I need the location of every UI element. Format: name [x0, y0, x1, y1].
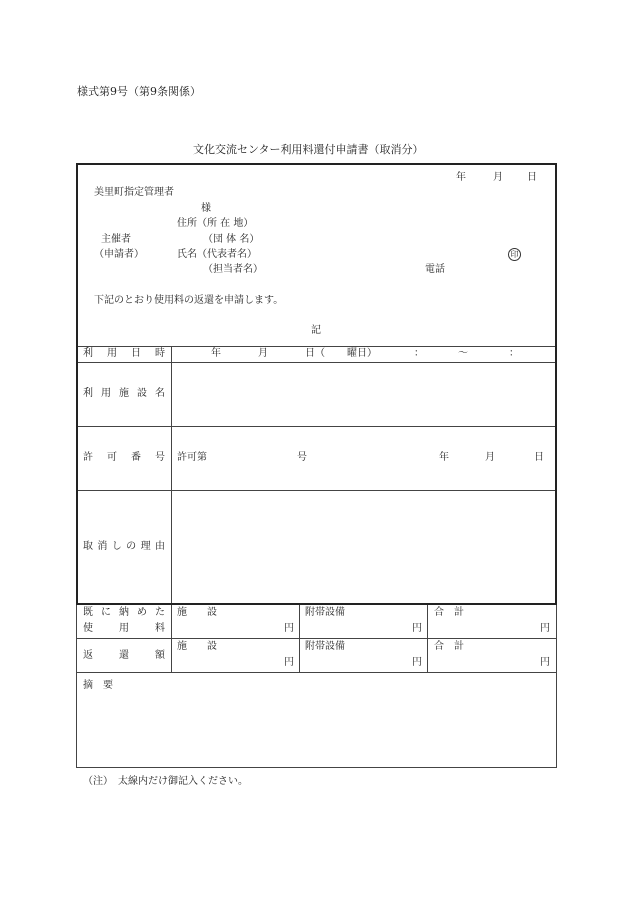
refund-equipment-label: 附帯設備	[305, 641, 345, 652]
divider	[78, 346, 555, 347]
fees-paid-facility-yen: 円	[284, 623, 294, 634]
lower-right-border	[556, 605, 557, 767]
permit-year: 年	[439, 452, 449, 463]
phone-label: 電話	[425, 264, 445, 275]
date-month-label: 月	[493, 172, 503, 183]
date-day-label: 日	[527, 172, 537, 183]
form-number: 様式第9号（第9条関係）	[77, 85, 201, 98]
usage-datetime-label: 利 用 日 時	[83, 348, 165, 359]
address-label: 住所（所 在 地）	[177, 218, 254, 229]
facility-name-label: 利 用 施 設 名	[83, 388, 165, 399]
permit-number-suffix: 号	[297, 452, 307, 463]
fees-paid-total-yen: 円	[540, 623, 550, 634]
cancel-reason-field[interactable]	[172, 491, 555, 603]
refund-amount-label: 返 還 額	[83, 650, 165, 661]
usage-month: 月	[258, 348, 268, 359]
request-sentence: 下記のとおり使用料の返還を申請します。	[94, 295, 284, 306]
usage-start-colon: ：	[414, 348, 424, 359]
usage-day: 日（	[305, 348, 325, 359]
group-name-label: （団 体 名）	[203, 234, 260, 245]
divider	[171, 605, 172, 672]
fees-paid-equipment-label: 附帯設備	[305, 607, 345, 618]
contact-person-label: （担当者名）	[203, 264, 263, 275]
refund-total-label: 合 計	[434, 641, 464, 652]
usage-tilde: ～	[458, 348, 468, 359]
representative-name-label: 氏名（代表者名）	[177, 249, 257, 260]
fees-paid-total-label: 合 計	[434, 607, 464, 618]
divider	[427, 605, 428, 672]
divider	[78, 426, 555, 427]
applicant-role: 主催者	[101, 234, 131, 245]
refund-total-yen: 円	[540, 657, 550, 668]
fees-paid-label-line2: 使 用 料	[83, 623, 165, 634]
date-year-label: 年	[456, 172, 466, 183]
fees-paid-equipment-yen: 円	[412, 623, 422, 634]
permit-number-label: 許 可 番 号	[83, 452, 165, 463]
refund-facility-yen: 円	[284, 657, 294, 668]
permit-day: 日	[534, 452, 544, 463]
applicant-role-paren: （申請者）	[94, 249, 144, 260]
form-title: 文化交流センター利用料還付申請書（取消分）	[193, 143, 424, 156]
divider	[76, 767, 557, 768]
divider	[299, 605, 300, 672]
footnote: （注） 太線内だけ御記入ください。	[83, 776, 248, 787]
permit-prefix: 許可第	[177, 452, 207, 463]
usage-end-colon: ：	[509, 348, 519, 359]
divider	[76, 672, 557, 673]
usage-weekday: 曜日）	[347, 348, 377, 359]
recipient-honorific: 様	[201, 203, 211, 214]
seal-mark: 印	[508, 248, 521, 261]
lower-left-border	[76, 605, 77, 767]
remarks-label: 摘 要	[83, 680, 113, 691]
refund-equipment-yen: 円	[412, 657, 422, 668]
divider	[76, 638, 557, 639]
facility-name-field[interactable]	[172, 363, 555, 426]
recipient-name: 美里町指定管理者	[94, 187, 174, 198]
fees-paid-facility-label: 施 設	[177, 607, 217, 618]
cancel-reason-label: 取 消 し の 理 由	[83, 541, 165, 552]
refund-facility-label: 施 設	[177, 641, 217, 652]
usage-year: 年	[211, 348, 221, 359]
ki-marker: 記	[311, 325, 321, 336]
permit-month: 月	[485, 452, 495, 463]
fees-paid-label: 既 に 納 め た	[83, 607, 165, 618]
